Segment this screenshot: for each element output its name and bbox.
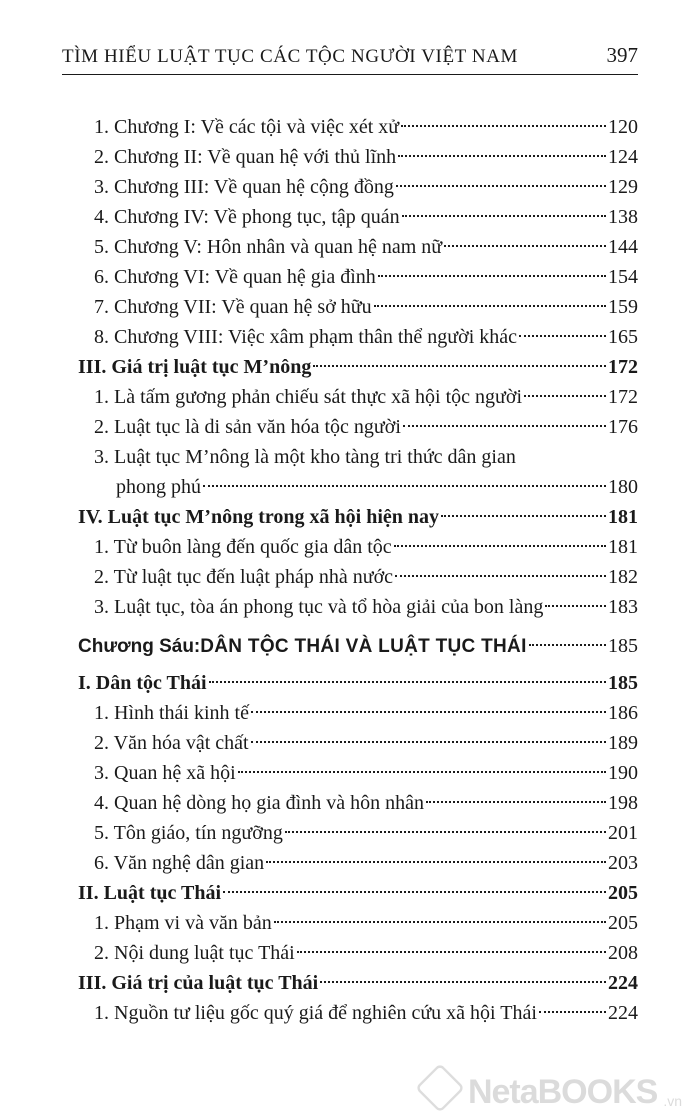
toc-entry-page: 185 [608,672,638,694]
toc-entry-title: 2. Chương II: Về quan hệ với thủ lĩnh [94,146,397,168]
toc-entry-title: phong phú [116,476,201,498]
dot-leader [209,681,606,683]
toc-entry-page: 185 [608,635,638,657]
toc-entry [78,878,638,908]
toc-entry [78,698,638,728]
toc-entry [78,202,638,232]
toc-entry [78,142,638,172]
toc-entry [78,728,638,758]
toc-entry [78,382,638,412]
running-title: TÌM HIỂU LUẬT TỤC CÁC TỘC NGƯỜI VIỆT NAM [62,46,519,67]
toc-entry-title: 2. Từ luật tục đến luật pháp nhà nước [94,566,394,588]
toc-entry-page: 182 [608,566,638,588]
toc-entry-title: 1. Nguồn tư liệu gốc quý giá để nghiên cứu xã hội Thái [94,1002,537,1024]
watermark-text: NetaBOOKS [467,1073,658,1111]
toc-entry [78,592,638,622]
toc-entry [78,788,638,818]
toc-entry [78,292,638,322]
dot-leader [394,545,606,547]
toc-entry-title: 3. Quan hệ xã hội [94,762,236,784]
toc-entry [78,908,638,938]
toc-entry [78,848,638,878]
dot-leader [274,921,606,923]
toc-entry-page: 181 [608,506,638,528]
dot-leader [426,801,606,803]
toc-entry-title: 2. Nội dung luật tục Thái [94,942,295,964]
toc-entry-page: 172 [608,356,638,378]
toc-entry-title: I. Dân tộc Thái [78,672,207,694]
dot-leader [539,1011,606,1013]
dot-leader [223,891,606,893]
toc-entry-page: 138 [608,206,638,228]
toc-entry-page: 203 [608,852,638,874]
toc-entry-title: 4. Chương IV: Về phong tục, tập quán [94,206,400,228]
toc-entry-title: 1. Là tấm gương phản chiếu sát thực xã hội tộc người [94,386,523,408]
watermark-suffix: .vn [663,1093,682,1109]
dot-leader [545,605,606,607]
dot-leader [401,125,606,127]
toc-entry-title: 5. Chương V: Hôn nhân và quan hệ nam nữ [94,236,443,258]
watermark [418,1066,682,1110]
toc-entry [78,352,638,382]
toc-entry-title: 3. Luật tục M’nông là một kho tàng tri thức dân gian [94,446,516,468]
toc-entry-page: 180 [608,476,638,498]
toc-entry-page: 172 [608,386,638,408]
dot-leader [320,981,606,983]
dot-leader [251,711,606,713]
toc-entry-title: III. Giá trị của luật tục Thái [78,972,319,994]
dot-leader [266,861,606,863]
toc-entry-page: 189 [608,732,638,754]
toc-entry-title: 3. Luật tục, tòa án phong tục và tổ hòa giải của bon làng [94,596,544,618]
toc-entry-title: 1. Từ buôn làng đến quốc gia dân tộc [94,536,392,558]
toc-entry [78,758,638,788]
toc-entry-page: 224 [608,1002,638,1024]
toc-entry-title: IV. Luật tục M’nông trong xã hội hiện nay [78,506,439,528]
toc-entry-title: 4. Quan hệ dòng họ gia đình và hôn nhân [94,792,424,814]
toc-entry-page: 205 [608,912,638,934]
dot-leader [251,741,606,743]
toc-entry-page: 183 [608,596,638,618]
page-number: 397 [606,43,638,67]
toc-entry-page: 144 [608,236,638,258]
dot-leader [285,831,606,833]
dot-leader [403,425,606,427]
dot-leader [529,644,606,646]
dot-leader [203,485,606,487]
chapter-title: DÂN TỘC THÁI VÀ LUẬT TỤC THÁI [200,636,527,657]
toc-entry [78,172,638,202]
toc-entry-page: 124 [608,146,638,168]
dot-leader [402,215,606,217]
toc-entry-title: 2. Luật tục là di sản văn hóa tộc người [94,416,401,438]
dot-leader [398,155,606,157]
dot-leader [441,515,606,517]
toc-entry-page: 201 [608,822,638,844]
table-of-contents [78,112,638,1028]
toc-entry [78,968,638,998]
dot-leader [378,275,606,277]
toc-entry-title: 6. Chương VI: Về quan hệ gia đình [94,266,376,288]
toc-entry [78,818,638,848]
toc-entry [78,562,638,592]
toc-entry-page: 208 [608,942,638,964]
toc-entry-page: 129 [608,176,638,198]
toc-entry-title: 1. Phạm vi và văn bản [94,912,272,934]
dot-leader [238,771,606,773]
toc-entry-title: 7. Chương VII: Về quan hệ sở hữu [94,296,372,318]
toc-entry-page: 205 [608,882,638,904]
toc-entry-page: 186 [608,702,638,724]
toc-entry [78,262,638,292]
netabooks-logo-icon [415,1063,465,1113]
dot-leader [524,395,606,397]
toc-entry-page: 190 [608,762,638,784]
toc-entry-title: 6. Văn nghệ dân gian [94,852,265,874]
toc-entry-page: 165 [608,326,638,348]
toc-entry-title: III. Giá trị luật tục M’nông [78,356,312,378]
toc-entry [78,322,638,352]
toc-entry-title: 5. Tôn giáo, tín ngưỡng [94,822,283,844]
toc-entry-title: 2. Văn hóa vật chất [94,732,249,754]
toc-entry-page: 176 [608,416,638,438]
dot-leader [313,365,606,367]
toc-entry-title: II. Luật tục Thái [78,882,222,904]
toc-entry [78,668,638,698]
toc-entry [78,502,638,532]
toc-entry [78,442,638,472]
toc-entry [78,112,638,142]
dot-leader [444,245,606,247]
toc-entry-page: 224 [608,972,638,994]
dot-leader [396,185,606,187]
toc-entry-title: 8. Chương VIII: Việc xâm phạm thân thể người khác [94,326,518,348]
toc-entry [78,232,638,262]
toc-entry [78,998,638,1028]
toc-entry-title: 3. Chương III: Về quan hệ cộng đồng [94,176,394,198]
toc-entry-page: 198 [608,792,638,814]
toc-entry-page: 181 [608,536,638,558]
toc-entry-title: 1. Chương I: Về các tội và việc xét xử [94,116,400,138]
toc-entry-page: 154 [608,266,638,288]
dot-leader [519,335,606,337]
toc-entry [78,628,638,664]
toc-entry-title: 1. Hình thái kinh tế [94,702,249,724]
dot-leader [297,951,606,953]
page-header [62,42,638,75]
dot-leader [395,575,606,577]
toc-entry-page: 120 [608,116,638,138]
toc-entry-page: 159 [608,296,638,318]
toc-entry [78,472,638,502]
dot-leader [374,305,606,307]
toc-entry [78,938,638,968]
chapter-prefix: Chương Sáu: [78,636,201,657]
toc-entry [78,532,638,562]
toc-entry [78,412,638,442]
